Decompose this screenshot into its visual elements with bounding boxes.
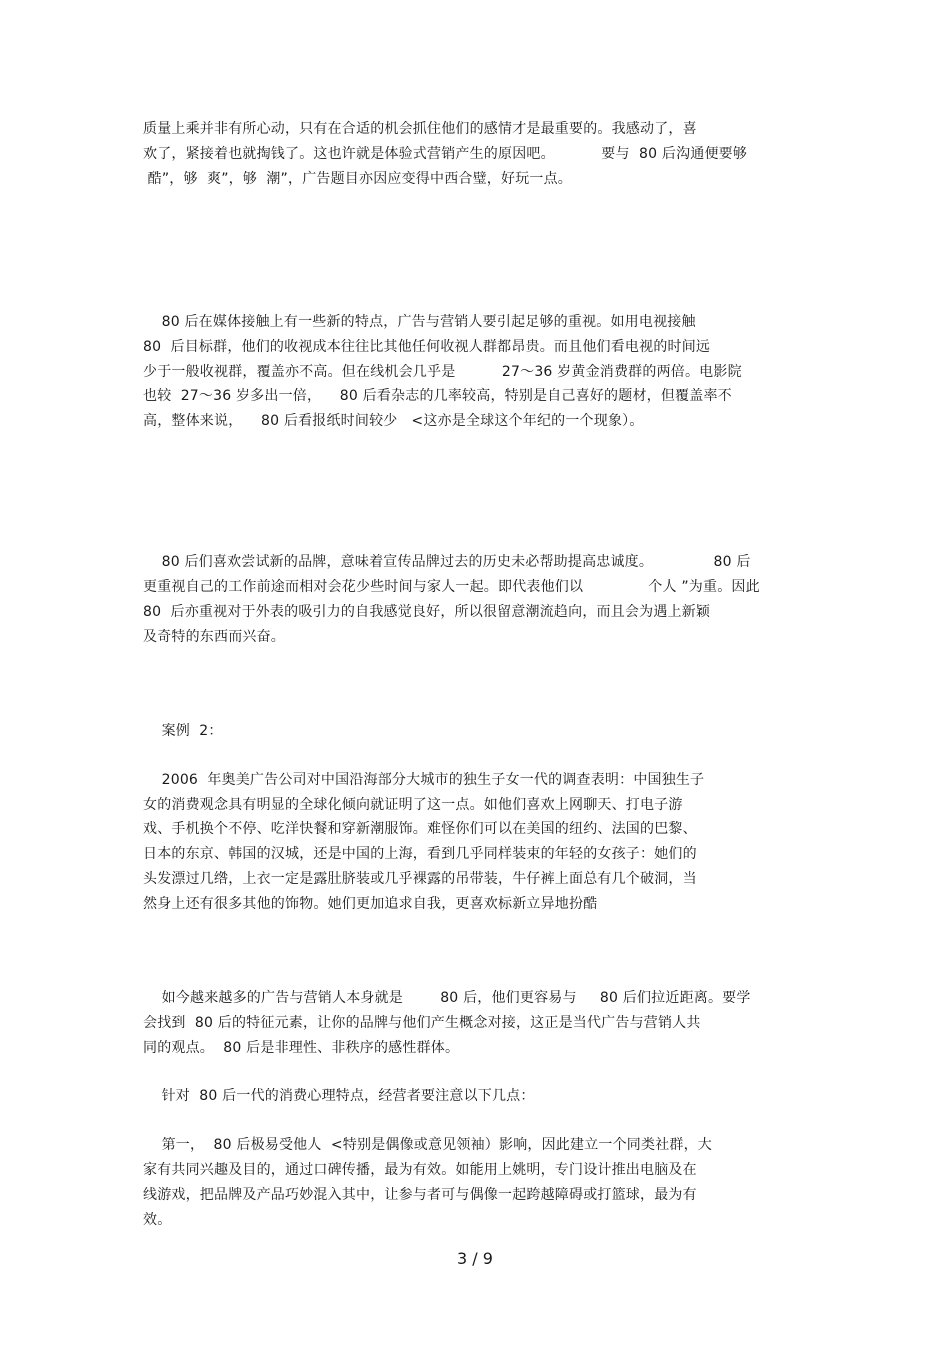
text-line: 如今越来越多的广告与营销人本身就是 80 后，他们更容易与 80 后们拉近距离。要学 bbox=[143, 990, 751, 1006]
text-line: 戏、手机换个不停、吃洋快餐和穿新潮服饰。难怪你们可以在美国的纽约、法国的巴黎、 bbox=[143, 821, 697, 837]
text-line: 2006 年奥美广告公司对中国沿海部分大城市的独生子女一代的调查表明：中国独生子 bbox=[143, 772, 705, 788]
text-line: 80 后们喜欢尝试新的品牌，意味着宣传品牌过去的历史未必帮助提高忠诚度。 80 后 bbox=[143, 554, 751, 570]
text-line: 头发漂过几绺，上衣一定是露肚脐装或几乎裸露的吊带装，牛仔裤上面总有几个破洞，当 bbox=[143, 871, 697, 887]
text-line: 案例 2： bbox=[143, 723, 223, 739]
text-line: 酷”，够 爽”，够 潮”，广告题目亦因应变得中西合璧，好玩一点。 bbox=[143, 171, 573, 187]
text-line: 80 后亦重视对于外表的吸引力的自我感觉良好，所以很留意潮流趋向，而且会为遇上新颖 bbox=[143, 604, 711, 620]
page-number: 3 / 9 bbox=[457, 1249, 493, 1268]
text-line: 线游戏，把品牌及产品巧妙混入其中，让参与者可与偶像一起跨越障碍或打篮球，最为有 bbox=[143, 1187, 697, 1203]
text-line: 日本的东京、韩国的汉城，还是中国的上海，看到几乎同样装束的年轻的女孩子：她们的 bbox=[143, 846, 697, 862]
text-line: 更重视自己的工作前途而相对会花少些时间与家人一起。即代表他们以 个人 ”为重。因此 bbox=[143, 579, 760, 595]
text-line: 欢了，紧接着也就掏钱了。这也许就是体验式营销产生的原因吧。 要与 80 后沟通便要够 bbox=[143, 146, 748, 162]
text-line: 然身上还有很多其他的饰物。她们更加追求自我，更喜欢标新立异地扮酷 bbox=[143, 896, 598, 912]
text-line: 80 后在媒体接触上有一些新的特点，广告与营销人要引起足够的重视。如用电视接触 bbox=[143, 314, 696, 330]
text-line: 也较 27～36 岁多出一倍， 80 后看杂志的几率较高，特别是自己喜好的题材，但覆盖率不 bbox=[143, 388, 732, 404]
text-line: 及奇特的东西而兴奋。 bbox=[143, 629, 285, 645]
text-line: 高，整体来说， 80 后看报纸时间较少 <这亦是全球这个年纪的一个现象）。 bbox=[143, 413, 644, 429]
text-line: 女的消费观念具有明显的全球化倾向就证明了这一点。如他们喜欢上网聊天、打电子游 bbox=[143, 797, 683, 813]
text-line: 针对 80 后一代的消费心理特点，经营者要注意以下几点： bbox=[143, 1088, 535, 1104]
text-line: 会找到 80 后的特征元素，让你的品牌与他们产生概念对接，这正是当代广告与营销人共 bbox=[143, 1015, 701, 1031]
text-line: 80 后目标群，他们的收视成本往往比其他任何收视人群都昂贵。而且他们看电视的时间远 bbox=[143, 339, 711, 355]
text-line: 质量上乘并非有所心动，只有在合适的机会抓住他们的感情才是最重要的。我感动了，喜 bbox=[143, 121, 697, 137]
text-line: 第一， 80 后极易受他人 <特别是偶像或意见领袖）影响，因此建立一个同类社群，大 bbox=[143, 1137, 712, 1153]
text-line: 家有共同兴趣及目的，通过口碑传播，最为有效。如能用上姚明，专门设计推出电脑及在 bbox=[143, 1162, 697, 1178]
text-line: 少于一般收视群，覆盖亦不高。但在线机会几乎是 27～36 岁黄金消费群的两倍。电影院 bbox=[143, 364, 742, 380]
text-line: 同的观点。 80 后是非理性、非秩序的感性群体。 bbox=[143, 1040, 460, 1056]
text-line: 效。 bbox=[143, 1212, 172, 1228]
